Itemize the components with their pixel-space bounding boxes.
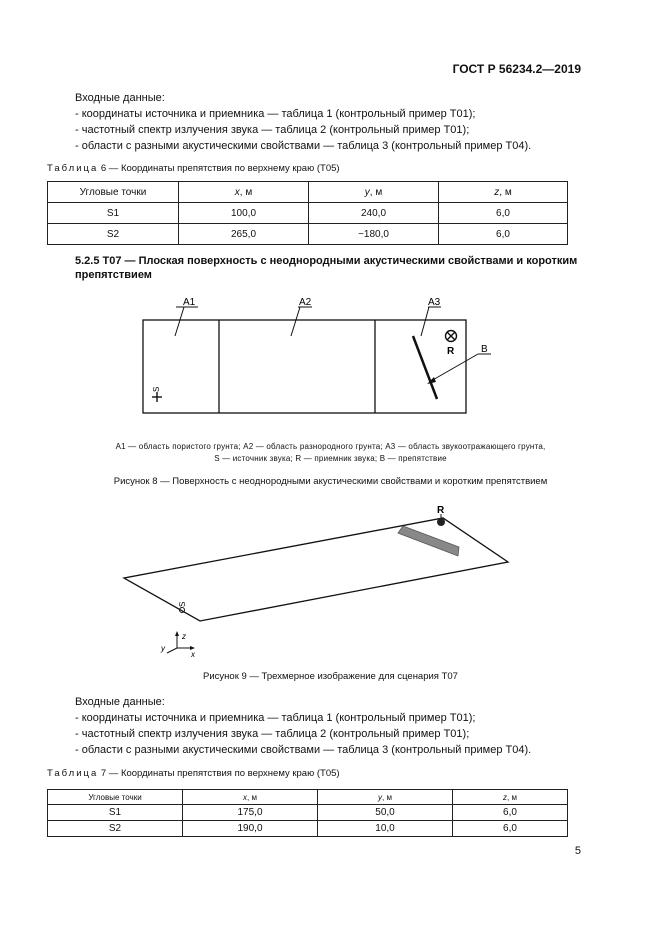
list-item: - частотный спектр излучения звука — таблица 2 (контрольный пример T01); bbox=[75, 728, 470, 740]
arrow-head-icon bbox=[175, 631, 179, 636]
table-cell: 10,0 bbox=[318, 821, 453, 837]
col-header-x bbox=[183, 790, 318, 805]
table-7-caption bbox=[47, 768, 340, 779]
label-leader bbox=[421, 307, 429, 336]
col-header-unit: , м bbox=[239, 186, 253, 198]
table-6 bbox=[47, 181, 568, 245]
col-header-x-name: x bbox=[234, 186, 240, 198]
table-label: Таблица bbox=[47, 163, 99, 174]
col-header-x-name: x bbox=[243, 792, 248, 802]
input-data-list bbox=[75, 106, 595, 154]
col-header-y-name: y bbox=[378, 792, 383, 802]
label-a2: A2 bbox=[299, 297, 312, 308]
col-header-unit: , м bbox=[507, 792, 517, 802]
table-cell: 50,0 bbox=[318, 805, 453, 821]
table-cell: 175,0 bbox=[183, 805, 318, 821]
table-label: Таблица bbox=[47, 768, 99, 779]
list-item: - координаты источника и приемника — таблица 1 (контрольный пример T01); bbox=[75, 712, 476, 724]
figure-9-diagram bbox=[0, 500, 661, 665]
table-cell: S2 bbox=[48, 224, 179, 245]
axes-icon bbox=[167, 634, 192, 653]
label-leader bbox=[431, 354, 478, 381]
table-caption-text: 7 — Координаты препятствия по верхнему краю (T05) bbox=[98, 768, 340, 779]
table-cell: S2 bbox=[48, 821, 183, 837]
col-header-unit: , м bbox=[247, 792, 257, 802]
table-cell: 6,0 bbox=[439, 224, 568, 245]
source-icon bbox=[152, 392, 162, 402]
figure-8-diagram bbox=[0, 285, 661, 435]
col-header-y bbox=[318, 790, 453, 805]
figure-9-caption: Рисунок 9 — Трехмерное изображение для сценария T07 bbox=[203, 671, 458, 682]
label-leader bbox=[291, 307, 300, 336]
col-header-unit: , м bbox=[499, 186, 512, 198]
table-cell: 190,0 bbox=[183, 821, 318, 837]
table-header-row bbox=[48, 182, 568, 203]
input-data-intro: Входные данные: bbox=[75, 92, 165, 104]
label-s: S bbox=[178, 601, 187, 607]
table-cell: S1 bbox=[48, 805, 183, 821]
receiver-icon bbox=[446, 331, 457, 342]
col-header-z bbox=[439, 182, 568, 203]
axis-y-label: y bbox=[161, 644, 165, 653]
table-cell: 240,0 bbox=[309, 203, 439, 224]
col-header-x bbox=[179, 182, 309, 203]
label-s: S bbox=[152, 386, 161, 392]
col-header-z-name: z bbox=[494, 186, 500, 198]
list-item: - частотный спектр излучения звука — таблица 2 (контрольный пример T01); bbox=[75, 124, 470, 136]
table-cell: 6,0 bbox=[453, 805, 568, 821]
table-cell: S1 bbox=[48, 203, 179, 224]
table-caption-text: 6 — Координаты препятствия по верхнему краю (T05) bbox=[98, 163, 340, 174]
label-r: R bbox=[437, 505, 445, 516]
page-number: 5 bbox=[574, 845, 581, 857]
table-cell: 265,0 bbox=[179, 224, 309, 245]
label-leader bbox=[175, 307, 184, 336]
table-header-row bbox=[48, 790, 568, 805]
col-header-points: Угловые точки bbox=[48, 790, 183, 805]
table-cell: −180,0 bbox=[309, 224, 439, 245]
table-cell: 6,0 bbox=[453, 821, 568, 837]
document-standard-number: ГОСТ Р 56234.2—2019 bbox=[452, 62, 581, 76]
obstacle-slab bbox=[398, 526, 459, 556]
input-data-intro: Входные данные: bbox=[75, 696, 165, 708]
col-header-points: Угловые точки bbox=[48, 182, 179, 203]
label-r: R bbox=[447, 346, 455, 357]
input-data-block-1 bbox=[75, 90, 595, 154]
col-header-y bbox=[309, 182, 439, 203]
list-item: - области с разными акустическими свойствами — таблица 3 (контрольный пример T04). bbox=[75, 744, 532, 756]
table-cell: 6,0 bbox=[439, 203, 568, 224]
legend-line: A1 — область пористого грунта; A2 — область разнородного грунта; A3 — область звукоотражающего грунта, bbox=[115, 442, 546, 451]
section-heading: 5.2.5 T07 — Плоская поверхность с неоднородными акустическими свойствами и коротким препятствием bbox=[75, 255, 578, 281]
table-row bbox=[48, 224, 568, 245]
col-header-z bbox=[453, 790, 568, 805]
input-data-block-2 bbox=[75, 694, 595, 758]
table-7 bbox=[47, 789, 568, 837]
axis-z-label: z bbox=[182, 632, 186, 641]
ground-boundary bbox=[143, 320, 466, 413]
table-row bbox=[48, 821, 568, 837]
input-data-list bbox=[75, 710, 595, 758]
col-header-y-name: y bbox=[364, 186, 370, 198]
col-header-unit: , м bbox=[382, 792, 392, 802]
figure-8-caption: Рисунок 8 — Поверхность с неоднородными акустическими свойствами и коротким препятствием bbox=[113, 476, 548, 487]
col-header-unit: , м bbox=[369, 186, 383, 198]
receiver-icon bbox=[437, 518, 445, 526]
label-a3: A3 bbox=[428, 297, 441, 308]
table-6-caption bbox=[47, 163, 340, 174]
list-item: - координаты источника и приемника — таблица 1 (контрольный пример T01); bbox=[75, 108, 476, 120]
table-row bbox=[48, 805, 568, 821]
axis-x-label: x bbox=[191, 650, 195, 659]
list-item: - области с разными акустическими свойствами — таблица 3 (контрольный пример T04). bbox=[75, 140, 532, 152]
obstacle-line bbox=[413, 336, 437, 399]
legend-line: S — источник звука; R — приемник звука; B — препятствие bbox=[214, 454, 447, 463]
label-b: B bbox=[481, 344, 488, 355]
label-a1: A1 bbox=[183, 297, 196, 308]
figure-8-legend bbox=[40, 441, 621, 465]
table-cell: 100,0 bbox=[179, 203, 309, 224]
col-header-z-name: z bbox=[503, 792, 508, 802]
table-row bbox=[48, 203, 568, 224]
